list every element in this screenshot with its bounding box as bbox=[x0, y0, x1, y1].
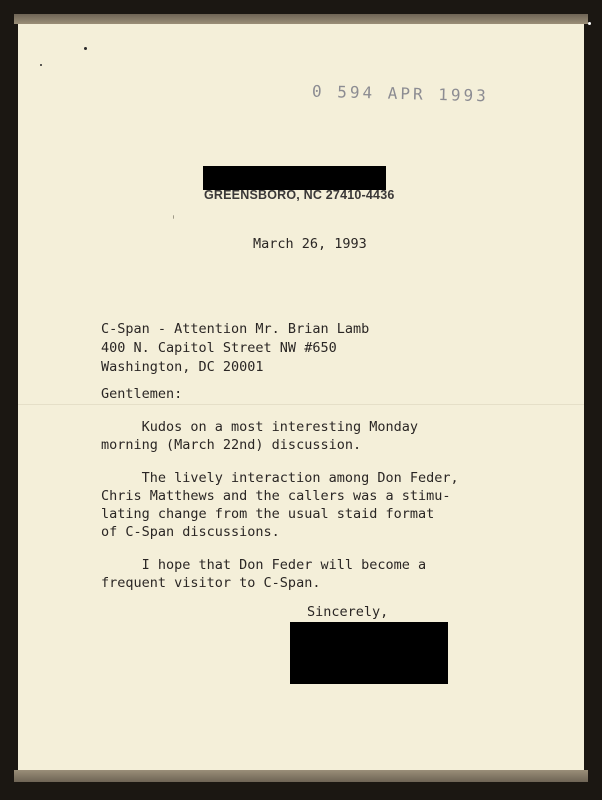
letterhead-address: GREENSBORO, NC 27410-4436 bbox=[204, 188, 395, 202]
body-line: Kudos on a most interesting Monday bbox=[101, 419, 418, 435]
letter-date: March 26, 1993 bbox=[253, 236, 367, 252]
recipient-line-2: 400 N. Capitol Street NW #650 bbox=[101, 340, 337, 356]
body-line: frequent visitor to C-Span. bbox=[101, 575, 321, 591]
closing: Sincerely, bbox=[307, 604, 389, 620]
body-line: Chris Matthews and the callers was a stimu- bbox=[101, 488, 451, 504]
scan-speck bbox=[588, 22, 591, 25]
recipient-line-3: Washington, DC 20001 bbox=[101, 359, 264, 375]
recipient-line-1: C-Span - Attention Mr. Brian Lamb bbox=[101, 321, 370, 337]
body-line: of C-Span discussions. bbox=[101, 524, 280, 540]
scan-speck bbox=[173, 215, 174, 219]
paper-fold-line bbox=[18, 404, 584, 405]
body-line: I hope that Don Feder will become a bbox=[101, 557, 427, 573]
redacted-signature bbox=[290, 622, 448, 684]
body-line: morning (March 22nd) discussion. bbox=[101, 437, 362, 453]
redacted-sender-name bbox=[203, 166, 386, 190]
scan-speck bbox=[84, 47, 87, 50]
bottom-edge-band bbox=[14, 770, 588, 782]
salutation: Gentlemen: bbox=[101, 386, 183, 402]
top-edge-band bbox=[14, 14, 588, 24]
body-line: The lively interaction among Don Feder, bbox=[101, 470, 459, 486]
received-date-stamp: 0 594 APR 1993 bbox=[311, 81, 490, 106]
body-line: lating change from the usual staid format bbox=[101, 506, 435, 522]
scan-speck bbox=[40, 64, 42, 66]
